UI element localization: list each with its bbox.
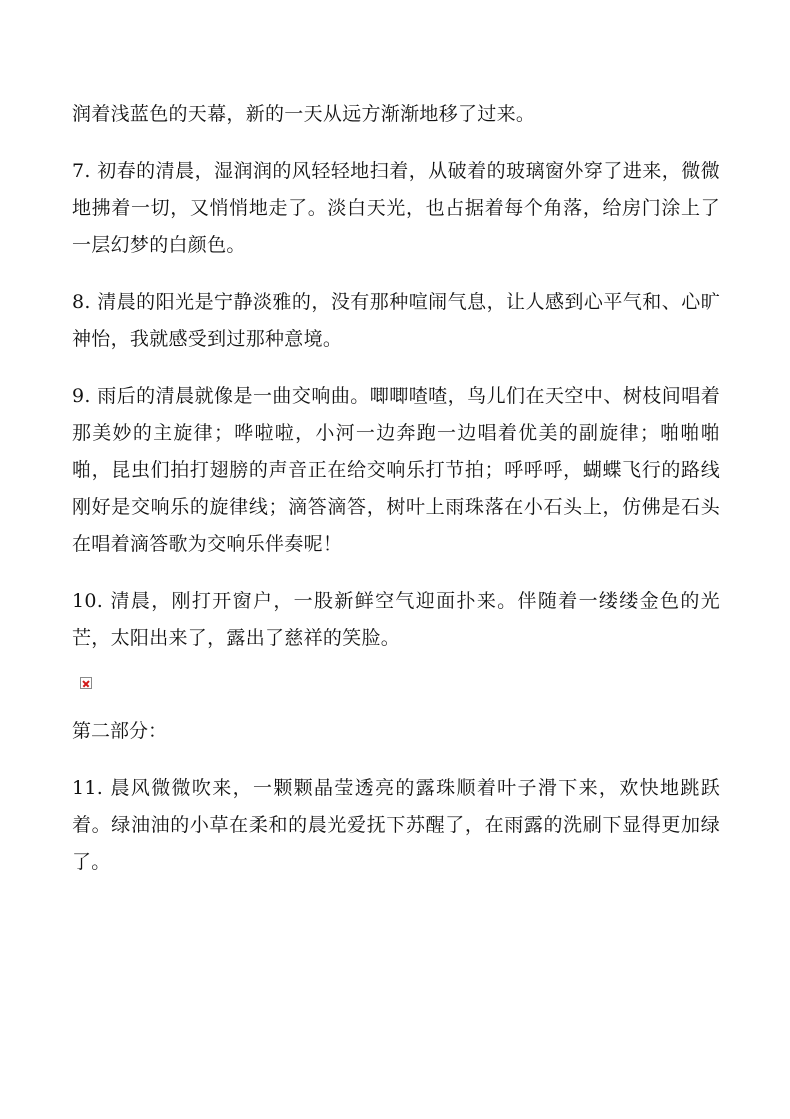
paragraph-11: 11. 晨风微微吹来，一颗颗晶莹透亮的露珠顺着叶子滑下来，欢快地跳跃着。绿油油的小草在柔和的晨光爱抚下苏醒了，在雨露的洗刷下显得更加绿了。	[72, 777, 720, 873]
document-page	[72, 96, 720, 901]
paragraph-7: 7. 初春的清晨，湿润润的风轻轻地扫着，从破着的玻璃窗外穿了进来，微微地拂着一切，又悄悄地走了。淡白天光，也占据着每个角落，给房门涂上了一层幻梦的白颜色。	[72, 160, 720, 256]
paragraph-10: 10. 清晨，刚打开窗户，一股新鲜空气迎面扑来。伴随着一缕缕金色的光芒，太阳出来了，露出了慈祥的笑脸。	[72, 590, 720, 649]
broken-image-icon	[80, 677, 92, 689]
paragraph-8: 8. 清晨的阳光是宁静淡雅的，没有那种喧闹气息，让人感到心平气和、心旷神怡，我就感受到过那种意境。	[72, 291, 720, 350]
section-heading: 第二部分：	[72, 720, 168, 742]
paragraph-9: 9. 雨后的清晨就像是一曲交响曲。唧唧喳喳，鸟儿们在天空中、树枝间唱着那美妙的主旋律；哗啦啦，小河一边奔跑一边唱着优美的副旋律；啪啪啪啪，昆虫们拍打翅膀的声音正在给交响乐打节拍；呼呼呼，蝴蝶飞行的路线刚好是交响乐的旋律线；滴答滴答，树叶上雨珠落在小石头上，仿佛是石头在唱着滴答歌为交响乐伴奏呢！	[72, 385, 720, 555]
paragraph-6-continued: 润着浅蓝色的天幕，新的一天从远方渐渐地移了过来。	[72, 103, 536, 125]
